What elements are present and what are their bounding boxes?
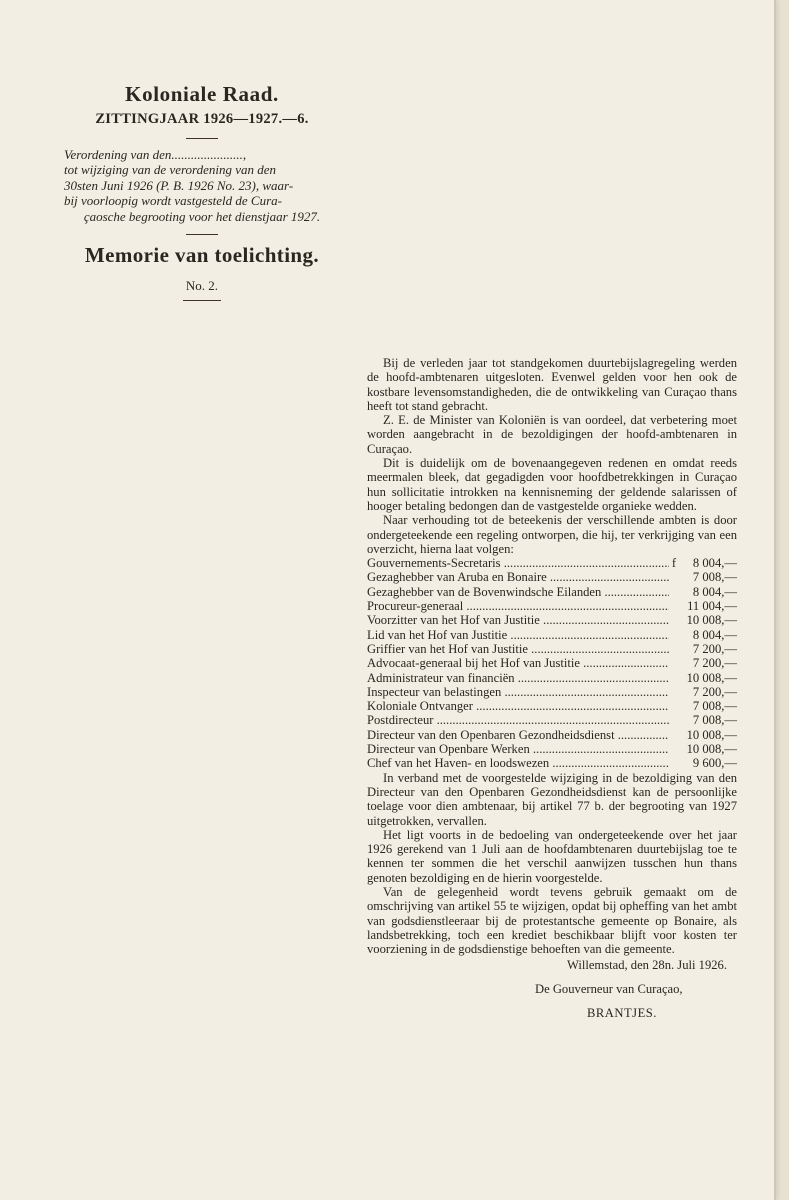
paragraph-5: In verband met de voorgestelde wijziging in de bezoldiging van den Directeur van den Openbaren Gezondheidsdienst kan de persoonlijke toelage voor dien ambtenaar, bij artikel 77 b. der begrooting van 1927 uitgetrokken, vervallen.	[367, 770, 737, 828]
salary-row	[367, 699, 737, 713]
salary-amount: 10 008,—	[686, 670, 737, 685]
salary-row	[367, 613, 737, 627]
salary-row	[367, 628, 737, 642]
salary-amount: 7 008,—	[692, 699, 737, 714]
salary-amount: 8 004,—	[692, 584, 737, 599]
salary-row	[367, 713, 737, 727]
salary-title: Directeur van den Openbaren Gezondheidsdienst .....	[367, 728, 669, 742]
salary-title: Lid van het Hof van Justitie .....	[367, 628, 669, 642]
salary-title: Advocaat-generaal bij het Hof van Justitie .....	[367, 656, 669, 670]
salary-amount: 10 008,—	[686, 727, 737, 742]
paragraph-4: Naar verhouding tot de beteekenis der verschillende ambten is door ondergeteekende een regeling ontworpen, die hij, ter verkrijging van een overzicht, hierna laat volgen:	[367, 513, 737, 556]
salary-row	[367, 556, 737, 570]
signature-name: BRANTJES.	[587, 1006, 657, 1021]
salary-title: Gezaghebber van Aruba en Bonaire .....	[367, 570, 669, 584]
salary-row	[367, 570, 737, 584]
ordinance-line: çaosche begrooting voor het dienstjaar 1927.	[83, 208, 321, 224]
salary-row	[367, 656, 737, 670]
salary-amount: 8 004,—	[692, 627, 737, 642]
number-underline	[183, 300, 221, 301]
salary-title: Directeur van Openbare Werken .....	[367, 742, 669, 756]
salary-row	[367, 685, 737, 699]
ordinance-line: Verordening van den......................,	[64, 147, 247, 162]
salary-amount: 7 008,—	[692, 713, 737, 728]
ordinance-line: bij voorloopig wordt vastgesteld de Cura-	[64, 193, 282, 209]
salary-title: Gouvernements-Secretaris .....	[367, 556, 669, 570]
paragraph-3: Dit is duidelijk om de bovenaangegeven redenen en omdat reeds meermalen bleek, dat gegadigden voor hoofdbetrekkingen in Curaçao hun sollicitatie introkken na kennisneming der geldende salarissen of hooger betaling bedongen dan de vastgestelde organieke wedden.	[367, 456, 737, 513]
ordinance-divider	[186, 234, 218, 235]
salary-title: Administrateur van financiën .....	[367, 671, 669, 685]
header-divider	[186, 138, 218, 139]
salary-title: Gezaghebber van de Bovenwindsche Eilanden .....	[367, 585, 669, 599]
salary-amount: 10 008,—	[686, 742, 737, 757]
salary-row	[367, 742, 737, 756]
place-and-date: Willemstad, den 28n. Juli 1926.	[566, 958, 727, 973]
salary-amount: 8 004,—	[692, 556, 737, 571]
salary-row	[367, 642, 737, 656]
governor-title: De Gouverneur van Curaçao,	[535, 981, 683, 996]
paragraph-2: Z. E. de Minister van Koloniën is van oordeel, dat verbetering moet worden aangebracht in de bezoldigingen der hoofd-ambtenaren in Curaçao.	[367, 413, 737, 456]
salary-row	[367, 756, 737, 770]
salary-amount: 7 200,—	[692, 656, 737, 671]
memorandum-body	[367, 356, 737, 1020]
salary-title: Griffier van het Hof van Justitie .....	[367, 642, 669, 656]
salary-title: Inspecteur van belastingen .....	[367, 685, 669, 699]
salary-amount: 9 600,—	[692, 756, 737, 771]
ordinance-line: tot wijziging van de verordening van den	[64, 162, 277, 178]
salary-title: Postdirecteur .....	[367, 713, 669, 727]
salary-table	[367, 556, 737, 770]
session-year: ZITTINGJAAR 1926—1927.—6.	[95, 111, 309, 127]
paragraph-7: Van de gelegenheid wordt tevens gebruik gemaakt om de omschrijving van artikel 55 te wijzigen, opdat bij opheffing van het ambt van godsdienstleeraar bij de protestantsche gemeente op Bonaire, als landsbetrekking, toch een krediet beschikbaar blijft voor kosten ter voorziening in de godsdienstige behoeften van die gemeente.	[367, 884, 737, 957]
memorie-heading: Memorie van toelichting.	[84, 243, 320, 268]
salary-amount: 7 200,—	[692, 641, 737, 656]
salary-row	[367, 599, 737, 613]
paragraph-1: Bij de verleden jaar tot standgekomen duurtebijslagregeling werden de hoofd-ambtenaren uitgesloten. Evenwel gelden voor hen ook de kostbare levensomstandigheden, die de ontwikkeling van Curaçao thans heeft tot stand gebracht.	[367, 356, 737, 413]
salary-row	[367, 728, 737, 742]
council-title: Koloniale Raad.	[125, 82, 279, 106]
document-header	[62, 82, 342, 301]
salary-row	[367, 671, 737, 685]
salary-title: Koloniale Ontvanger .....	[367, 699, 669, 713]
salary-title: Voorzitter van het Hof van Justitie .....	[367, 613, 669, 627]
ordinance-title	[62, 147, 342, 224]
salary-amount: 11 004,—	[687, 599, 737, 614]
salary-amount: 7 008,—	[692, 570, 737, 585]
salary-amount: 7 200,—	[692, 684, 737, 699]
document-number: No. 2.	[185, 278, 219, 294]
salary-amount: 10 008,—	[686, 613, 737, 628]
salary-row	[367, 585, 737, 599]
salary-title: Chef van het Haven- en loodswezen .....	[367, 756, 669, 770]
salary-currency: f	[671, 556, 677, 571]
ordinance-line: 30sten Juni 1926 (P. B. 1926 No. 23), waar-	[64, 177, 294, 193]
paragraph-6: Het ligt voorts in de bedoeling van ondergeteekende over het jaar 1926 gerekend van 1 Juli aan de hoofdambtenaren duurtebijslag toe te kennen ter sommen die het verschil aanwijzen tusschen hun thans genoten bezoldiging en de hierin voorgestelde.	[367, 827, 737, 885]
salary-title: Procureur-generaal .....	[367, 599, 669, 613]
